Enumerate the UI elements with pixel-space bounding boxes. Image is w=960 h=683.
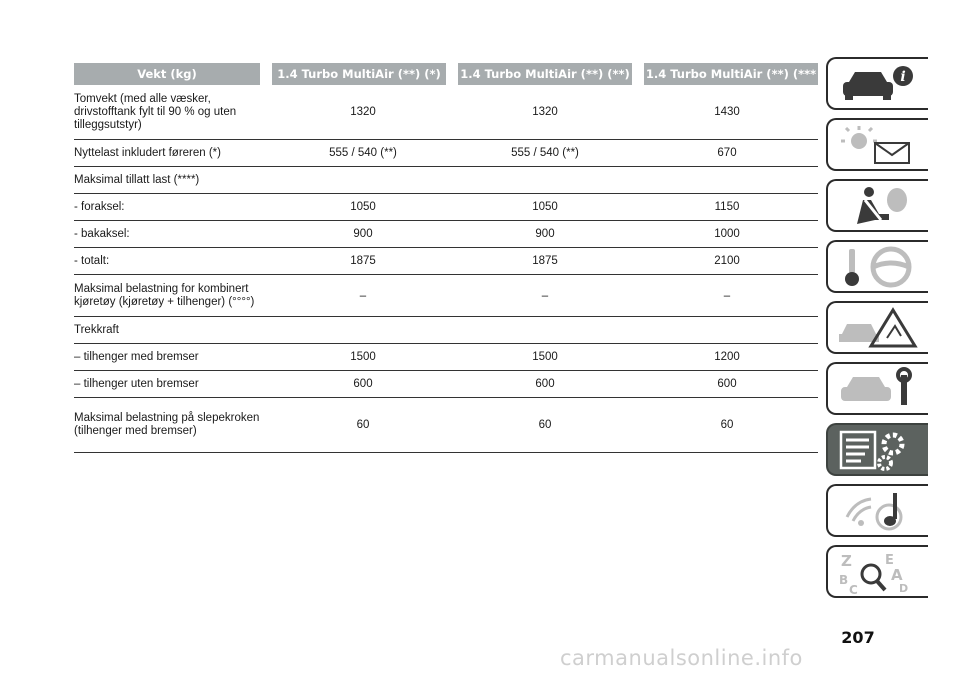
multimedia-icon	[835, 489, 921, 533]
row-value: 1430	[714, 106, 740, 118]
svg-text:B: B	[839, 572, 849, 587]
watermark: carmanualsonline.info	[560, 646, 803, 670]
tab-multimedia[interactable]	[826, 484, 928, 537]
tab-emergency[interactable]	[826, 301, 928, 354]
row-value: 900	[535, 228, 555, 240]
car-wrench-icon	[835, 367, 921, 411]
row-value: 1500	[350, 351, 376, 363]
tab-warning-lights[interactable]	[826, 118, 928, 171]
page-number: 207	[841, 628, 875, 647]
table-header	[74, 63, 818, 85]
table-row	[74, 275, 818, 317]
row-value: 1200	[714, 351, 740, 363]
row-value: 2100	[714, 255, 740, 267]
table-row	[74, 85, 818, 140]
car-info-icon	[835, 62, 921, 106]
alphabetical-index-icon	[835, 550, 921, 594]
weights-table	[74, 63, 818, 453]
tab-car-info[interactable]	[826, 57, 928, 110]
row-label: Tomvekt (med alle væsker, drivstofftank fylt til 90 % og uten tilleggsutstyr)	[74, 92, 237, 131]
row-value: 600	[353, 378, 373, 390]
row-value: 60	[356, 419, 370, 431]
table-row	[74, 140, 818, 167]
row-label: - foraksel:	[74, 200, 125, 213]
row-value: 1320	[532, 106, 558, 118]
table-row	[74, 344, 818, 371]
row-label: Maksimal tillatt last (****)	[74, 173, 200, 186]
row-label: - bakaksel:	[74, 227, 130, 240]
tab-technical-data[interactable]	[826, 423, 928, 476]
row-value: 670	[717, 147, 737, 159]
row-label: Nyttelast inkludert føreren (*)	[74, 146, 221, 159]
row-value: 555 / 540 (**)	[511, 147, 579, 159]
airbag-seat-icon	[835, 184, 921, 228]
tab-airbag-seat[interactable]	[826, 179, 928, 232]
warning-lights-icon	[835, 123, 921, 167]
row-value: 1500	[532, 351, 558, 363]
row-value: –	[723, 289, 731, 302]
svg-text:E: E	[885, 552, 894, 568]
tab-maintenance[interactable]	[826, 362, 928, 415]
table-row	[74, 167, 818, 194]
svg-text:i: i	[900, 68, 906, 85]
header-variant-2: 1.4 Turbo MultiAir (**) (**)	[458, 63, 632, 85]
row-value: 1000	[714, 228, 740, 240]
row-value: 600	[535, 378, 555, 390]
row-value: 1150	[714, 201, 740, 213]
row-value: 600	[717, 378, 737, 390]
technical-data-icon	[835, 428, 921, 472]
table-row	[74, 248, 818, 275]
row-label: – tilhenger uten bremser	[74, 377, 199, 390]
row-label: Trekkraft	[74, 323, 119, 336]
row-label: - totalt:	[74, 254, 110, 267]
svg-text:A: A	[891, 565, 903, 584]
table-row	[74, 221, 818, 248]
row-value: –	[541, 289, 549, 302]
row-value: 1050	[350, 201, 376, 213]
tab-index[interactable]	[826, 545, 928, 598]
svg-text:C: C	[849, 582, 858, 594]
row-value: 1320	[350, 106, 376, 118]
tab-key-steering-wheel[interactable]	[826, 240, 928, 293]
row-value: 1050	[532, 201, 558, 213]
header-variant-3: 1.4 Turbo MultiAir (**) (***	[644, 63, 818, 85]
table-row	[74, 371, 818, 398]
row-value: 60	[538, 419, 552, 431]
row-value: 900	[353, 228, 373, 240]
row-value: –	[359, 289, 367, 302]
header-weight: Vekt (kg)	[74, 63, 260, 85]
table-row	[74, 398, 818, 453]
svg-text:Z: Z	[841, 551, 852, 570]
row-label: Maksimal belastning på slepekroken (tilhenger med bremser)	[74, 412, 260, 437]
row-label: – tilhenger med bremser	[74, 350, 199, 363]
table-row	[74, 317, 818, 344]
row-value: 1875	[350, 255, 376, 267]
header-variant-1: 1.4 Turbo MultiAir (**) (*)	[272, 63, 446, 85]
key-steering-wheel-icon	[835, 245, 921, 289]
svg-text:D: D	[899, 581, 909, 594]
row-value: 1875	[532, 255, 558, 267]
row-value: 60	[720, 419, 734, 431]
emergency-triangle-icon	[835, 306, 921, 350]
row-value: 555 / 540 (**)	[329, 147, 397, 159]
table-row	[74, 194, 818, 221]
row-label: Maksimal belastning for kombinert kjøretøy (kjøretøy + tilhenger) (°°°°)	[74, 282, 255, 308]
